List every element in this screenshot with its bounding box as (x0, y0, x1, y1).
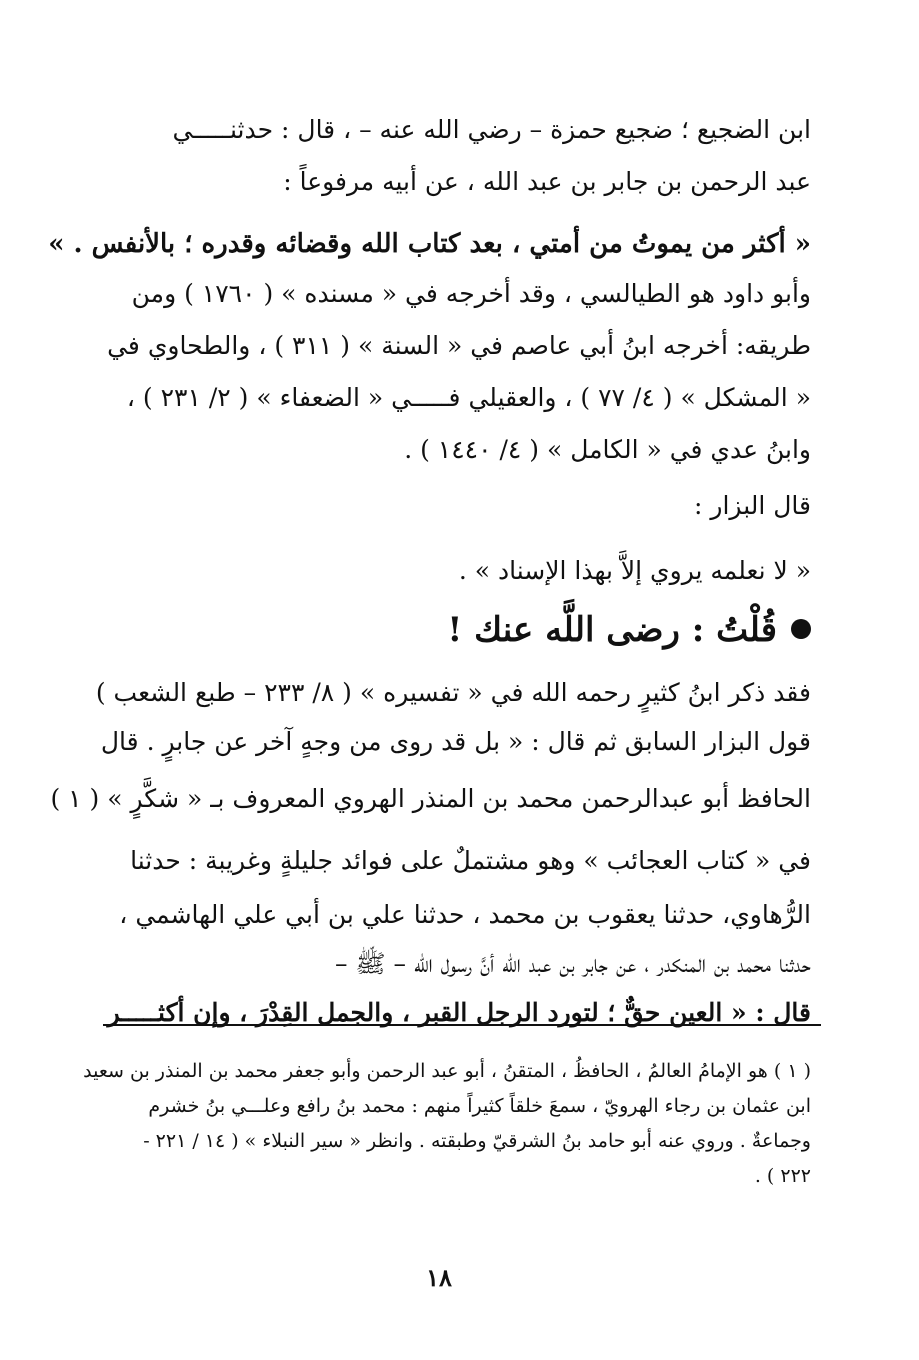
footnote-line-3: وجماعةٌ . وروي عنه أبو حامد بنُ الشرقيّ وطبقته . وانظر « سير النبلاء » ( ١٤ / ٢٢١ - (143, 1130, 811, 1152)
takhrij-paragraph (99, 268, 811, 476)
body-line-6: حدثنا محمد بن المنكدر ، عن جابر بن عبد الله أنَّ رسول الله – ﷺ – (334, 949, 811, 978)
footnote-divider (103, 1024, 821, 1026)
bazzar-quote-block (99, 548, 811, 594)
body-line-5: الرُّهاوي، حدثنا يعقوب بن محمد ، حدثنا علي بن أبي علي الهاشمي ، (119, 900, 811, 929)
footnote-line-1: ( ١ ) هو الإمامُ العالمُ ، الحافظُ ، المتقنُ ، أبو عبد الرحمن وأبو جعفر محمد بن المنذر بن سعيد (83, 1060, 811, 1082)
body-line-1: فقد ذكر ابنُ كثيرٍ رحمه الله في « تفسيره » ( ٨/ ٢٣٣ – طبع الشعب ) (95, 678, 811, 707)
bazzar-label: قال البزار : (694, 491, 811, 520)
footnote-line-4: ٢٢٢ ) . (754, 1165, 811, 1187)
section-heading-text: قُلْتُ : رضى اللَّه عنك ! (447, 610, 777, 650)
body-paragraph (50, 668, 811, 1037)
takhrij-line-2: طريقه: أخرجه ابنُ أبي عاصم في « السنة » ( ٣١١ ) ، والطحاوي في (107, 331, 811, 360)
bazzar-quote: « لا نعلمه يروي إلاَّ بهذا الإسناد » . (458, 556, 811, 585)
body-line-7: قال : « العين حقٌّ ؛ لتورد الرجل القبر ، والجمل القِدْرَ ، وإن أكثـــــر (107, 998, 811, 1027)
hadith-text (48, 218, 811, 270)
bullet-icon (791, 619, 811, 639)
body-line-2: قول البزار السابق ثم قال : « بل قد روى من وجهٍ آخر عن جابرٍ . قال (100, 727, 811, 756)
intro-line-2: عبد الرحمن بن جابر بن عبد الله ، عن أبيه مرفوعاً : (283, 167, 811, 196)
body-line-3: الحافظ أبو عبدالرحمن محمد بن المنذر الهروي المعروف بـ « شكَّرٍ » ( ١ ) (50, 784, 811, 813)
page-number: ١٨ (426, 1263, 452, 1292)
hadith-line: « أكثر من يموتُ من أمتي ، بعد كتاب الله وقضائه وقدره ؛ بالأنفس . » (48, 229, 811, 259)
footnotes (83, 1054, 811, 1194)
bazzar-label-block (99, 484, 811, 528)
footnote-line-2: ابن عثمان بن رجاء الهرويّ ، سمعَ خلقاً كثيراً منهم : محمد بنُ رافع وعلـــي بنُ خشرم (148, 1095, 811, 1117)
body-line-4: في « كتاب العجائب » وهو مشتملٌ على فوائد جليلةٍ وغريبة : حدثنا (130, 846, 811, 875)
takhrij-line-1: وأبو داود هو الطيالسي ، وقد أخرجه في « مسنده » ( ١٧٦٠ ) ومن (131, 279, 811, 308)
intro-paragraph (99, 104, 811, 208)
takhrij-line-4: وابنُ عدي في « الكامل » ( ٤/ ١٤٤٠ ) . (404, 435, 811, 464)
section-heading (99, 598, 811, 662)
intro-line-1: ابن الضجيع ؛ ضجيع حمزة – رضي الله عنه – ، قال : حدثنـــــي (172, 115, 811, 144)
takhrij-line-3: « المشكل » ( ٤/ ٧٧ ) ، والعقيلي فـــــي « الضعفاء » ( ٢/ ٢٣١ ) ، (126, 383, 811, 412)
